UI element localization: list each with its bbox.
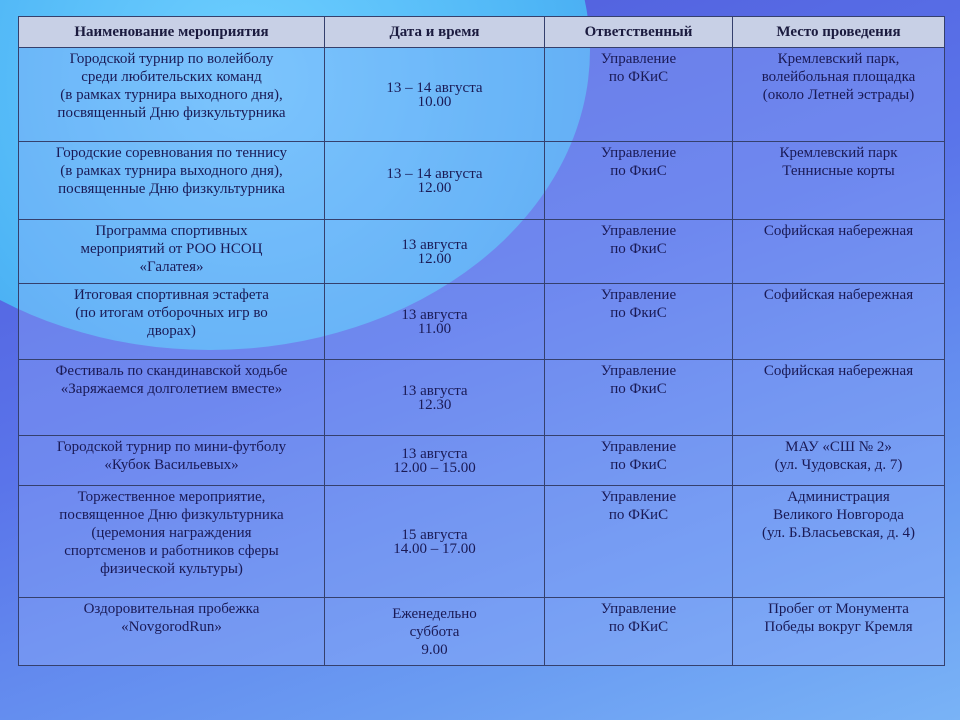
responsible-cell-line: Управление — [600, 223, 677, 239]
event-cell-line: Программа спортивных — [95, 223, 248, 239]
event-cell-line: посвященные Дню физкультурника — [58, 181, 285, 197]
date-cell-line: 13 августа — [401, 445, 468, 462]
table-row — [19, 48, 945, 142]
place-cell — [733, 284, 945, 360]
table-row — [19, 436, 945, 486]
place-cell — [733, 598, 945, 666]
table-row — [19, 598, 945, 666]
responsible-cell — [545, 220, 733, 284]
date-cell-line: 12.00 — [417, 179, 452, 196]
responsible-cell-line: Управление — [600, 601, 677, 617]
responsible-cell — [545, 284, 733, 360]
place-cell — [733, 486, 945, 598]
date-cell-line: 13 августа — [401, 306, 468, 323]
event-cell-line: мероприятий от РОО НСОЦ — [80, 241, 263, 257]
responsible-cell-line: Управление — [600, 51, 677, 67]
place-cell-line: Администрация — [787, 489, 890, 505]
place-cell — [733, 220, 945, 284]
responsible-cell — [545, 598, 733, 666]
place-cell — [733, 360, 945, 436]
event-cell — [19, 360, 325, 436]
responsible-cell — [545, 486, 733, 598]
responsible-cell-line: по ФкиС — [610, 163, 667, 179]
responsible-cell-line: Управление — [600, 489, 677, 505]
date-cell — [325, 436, 545, 486]
date-cell-line: Еженедельно — [392, 605, 477, 622]
place-cell-line: (около Летней эстрады) — [762, 87, 915, 103]
date-cell-line: 12.00 — [417, 250, 452, 267]
date-cell — [325, 220, 545, 284]
table-row — [19, 220, 945, 284]
event-cell-line: Торжественное мероприятие, — [77, 489, 266, 505]
responsible-cell — [545, 48, 733, 142]
place-cell-line: Кремлевский парк — [779, 145, 898, 161]
place-cell-line: Победы вокруг Кремля — [764, 619, 913, 635]
date-cell — [325, 284, 545, 360]
event-cell-line: (церемония награждения — [91, 525, 252, 541]
place-cell-line: волейбольная площадка — [761, 69, 916, 85]
date-cell-line: 15 августа — [401, 526, 468, 543]
schedule-table — [18, 16, 945, 666]
responsible-cell-line: по ФкиС — [610, 381, 667, 397]
event-cell-line: (в рамках турнира выходного дня), — [60, 87, 283, 103]
table-row — [19, 284, 945, 360]
place-cell-line: Великого Новгорода — [773, 507, 904, 523]
event-cell — [19, 284, 325, 360]
place-cell-line: Софийская набережная — [763, 223, 914, 239]
place-cell-line: МАУ «СШ № 2» — [785, 439, 892, 455]
event-cell-line: «Галатея» — [139, 259, 204, 275]
place-cell — [733, 48, 945, 142]
event-cell-line: (по итогам отборочных игр во — [75, 305, 268, 321]
event-cell-line: «Кубок Васильевых» — [104, 457, 239, 473]
event-cell-line: Городские соревнования по теннису — [55, 145, 288, 161]
event-cell — [19, 486, 325, 598]
header-place: Место проведения — [733, 17, 945, 48]
place-cell-line: Теннисные корты — [782, 163, 895, 179]
responsible-cell-line: по ФКиС — [608, 619, 669, 635]
responsible-cell — [545, 436, 733, 486]
header-responsible: Ответственный — [545, 17, 733, 48]
place-cell-line: (ул. Б.Власьевская, д. 4) — [762, 525, 915, 541]
responsible-cell-line: по ФкиС — [610, 241, 667, 257]
event-cell — [19, 142, 325, 220]
date-cell-line: 14.00 – 17.00 — [393, 540, 476, 557]
date-cell-line: 10.00 — [417, 93, 452, 110]
event-cell-line: посвященный Дню физкультурника — [57, 105, 286, 121]
place-cell-line: Софийская набережная — [763, 363, 914, 379]
event-cell-line: (в рамках турнира выходного дня), — [60, 163, 283, 179]
event-cell-line: Оздоровительная пробежка — [83, 601, 260, 617]
header-event: Наименование мероприятия — [19, 17, 325, 48]
responsible-cell-line: Управление — [600, 287, 677, 303]
date-cell — [325, 360, 545, 436]
table-row — [19, 360, 945, 436]
date-cell-line: 11.00 — [417, 320, 452, 337]
event-cell-line: среди любительских команд — [81, 69, 262, 85]
table-row — [19, 486, 945, 598]
event-cell-line: физической культуры) — [100, 561, 243, 577]
date-cell — [325, 598, 545, 666]
date-cell-line: суббота — [409, 623, 460, 640]
event-cell — [19, 48, 325, 142]
place-cell — [733, 436, 945, 486]
place-cell — [733, 142, 945, 220]
event-cell-line: дворах) — [147, 323, 196, 339]
date-cell-line: 13 августа — [401, 236, 468, 253]
responsible-cell-line: по ФКиС — [608, 507, 669, 523]
responsible-cell-line: по ФКиС — [608, 69, 669, 85]
date-cell-line: 12.00 – 15.00 — [393, 459, 476, 476]
responsible-cell-line: Управление — [600, 363, 677, 379]
event-cell-line: «Заряжаемся долголетием вместе» — [60, 381, 283, 397]
responsible-cell-line: по ФкиС — [610, 305, 667, 321]
date-cell-line: 13 августа — [401, 382, 468, 399]
date-cell — [325, 48, 545, 142]
responsible-cell-line: по ФкиС — [610, 457, 667, 473]
date-cell-line: 13 – 14 августа — [386, 165, 483, 182]
responsible-cell-line: Управление — [600, 145, 677, 161]
responsible-cell-line: Управление — [600, 439, 677, 455]
place-cell-line: Пробег от Монумента — [768, 601, 909, 617]
event-cell-line: спортсменов и работников сферы — [64, 543, 279, 559]
event-cell-line: Фестиваль по скандинавской ходьбе — [55, 363, 288, 379]
header-date: Дата и время — [325, 17, 545, 48]
event-cell-line: посвященное Дню физкультурника — [59, 507, 284, 523]
date-cell — [325, 486, 545, 598]
header-row — [19, 17, 945, 48]
responsible-cell — [545, 360, 733, 436]
place-cell-line: Софийская набережная — [763, 287, 914, 303]
place-cell-line: (ул. Чудовская, д. 7) — [774, 457, 903, 473]
event-cell — [19, 436, 325, 486]
date-cell — [325, 142, 545, 220]
table-row — [19, 142, 945, 220]
event-cell — [19, 220, 325, 284]
event-cell-line: «NovgorodRun» — [121, 619, 222, 635]
responsible-cell — [545, 142, 733, 220]
event-cell — [19, 598, 325, 666]
place-cell-line: Кремлевский парк, — [777, 51, 900, 67]
event-cell-line: Городской турнир по волейболу — [69, 51, 274, 67]
date-cell-line: 13 – 14 августа — [386, 79, 483, 96]
date-cell-line: 9.00 — [421, 641, 448, 658]
event-cell-line: Городской турнир по мини-футболу — [56, 439, 287, 455]
event-cell-line: Итоговая спортивная эстафета — [74, 287, 269, 303]
date-cell-line: 12.30 — [417, 396, 452, 413]
